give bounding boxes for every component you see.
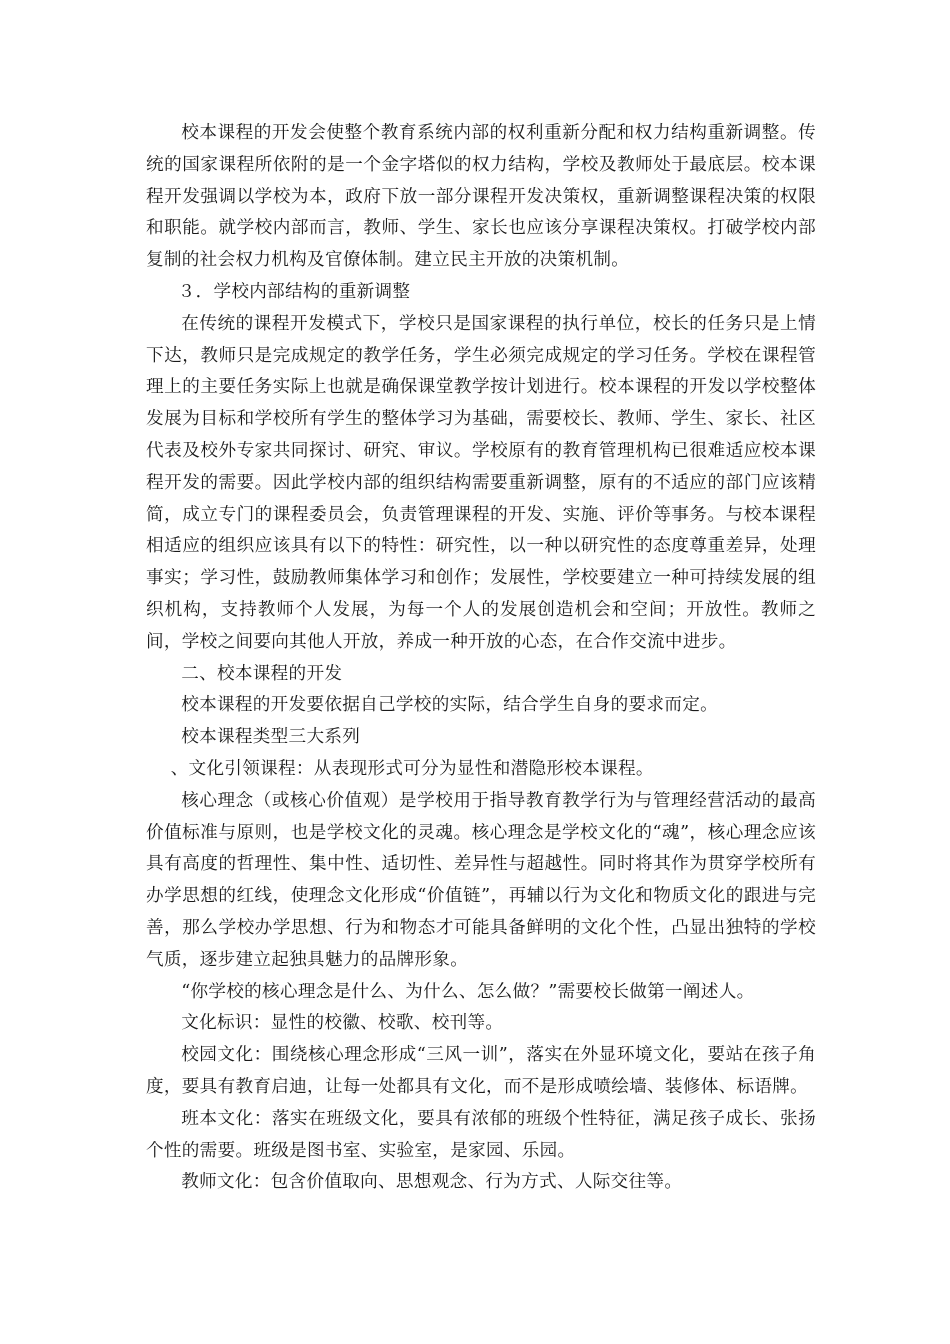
paragraph-teacher-culture: 教师文化：包含价值取向、思想观念、行为方式、人际交往等。: [181, 1172, 683, 1193]
paragraph-culture-identity: 文化标识：显性的校徽、校歌、校刊等。: [181, 1013, 504, 1034]
paragraph-culture-leading-course: 、文化引领课程：从表现形式可分为显性和潜隐形校本课程。: [170, 758, 654, 779]
paragraph-campus-culture: 校园文化：围绕核心理念形成“三风一训”，落实在外显环境文化，要站在孩子角度，要具有教育启迪，让每一处都具有文化，而不是形成喷绘墙、装修体、标语牌。: [146, 1045, 816, 1097]
section-heading-curriculum-development: 二、校本课程的开发: [181, 663, 343, 684]
document-body: [146, 118, 816, 1199]
paragraph-power-redistribution: 校本课程的开发会使整个教育系统内部的权利重新分配和权力结构重新调整。传统的国家课程所依附的是一个金字塔似的权力结构，学校及教师处于最底层。校本课程开发强调以学校为本，政府下放一部分课程开发决策权，重新调整课程决策的权限和职能。就学校内部而言，教师、学生、家长也应该分享课程决策权。打破学校内部复制的社会权力机构及官僚体制。建立民主开放的决策机制。: [146, 123, 816, 271]
paragraph-core-concept: 核心理念（或核心价值观）是学校用于指导教育教学行为与管理经营活动的最高价值标准与原则，也是学校文化的灵魂。核心理念是学校文化的“魂”，核心理念应该具有高度的哲理性、集中性、适切性、差异性与超越性。同时将其作为贯穿学校所有办学思想的红线，使理念文化形成“价值链”，再辅以行为文化和物质文化的跟进与完善，那么学校办学思想、行为和物态才可能具备鲜明的文化个性，凸显出独特的学校气质，逐步建立起独具魅力的品牌形象。: [146, 790, 816, 970]
paragraph-structure-adjustment: 在传统的课程开发模式下，学校只是国家课程的执行单位，校长的任务只是上情下达，教师只是完成规定的教学任务，学生必须完成规定的学习任务。学校在课程管理上的主要任务实际上也就是确保课堂教学按计划进行。校本课程的开发以学校整体发展为目标和学校所有学生的整体学习为基础，需要校长、教师、学生、家长、社区代表及校外专家共同探讨、研究、审议。学校原有的教育管理机构已很难适应校本课程开发的需要。因此学校内部的组织结构需要重新调整，原有的不适应的部门应该精简，成立专门的课程委员会，负责管理课程的开发、实施、评价等事务。与校本课程相适应的组织应该具有以下的特性：研究性，以一种以研究性的态度尊重差异，处理事实；学习性，鼓励教师集体学习和创作；发展性，学校要建立一种可持续发展的组织机构，支持教师个人发展，为每一个人的发展创造机会和空间；开放性。教师之间，学校之间要向其他人开放，养成一种开放的心态，在合作交流中进步。: [146, 313, 816, 652]
section-heading-structure-adjustment: ３．学校内部结构的重新调整: [177, 281, 411, 302]
paragraph-principal-question: “你学校的核心理念是什么、为什么、怎么做？”需要校长做第一阐述人。: [181, 981, 755, 1002]
paragraph-curriculum-series: 校本课程类型三大系列: [181, 727, 361, 748]
paragraph-development-basis: 校本课程的开发要依据自己学校的实际，结合学生自身的要求而定。: [181, 695, 719, 716]
paragraph-class-culture: 班本文化：落实在班级文化，要具有浓郁的班级个性特征，满足孩子成长、张扬个性的需要。班级是图书室、实验室，是家园、乐园。: [146, 1108, 816, 1161]
